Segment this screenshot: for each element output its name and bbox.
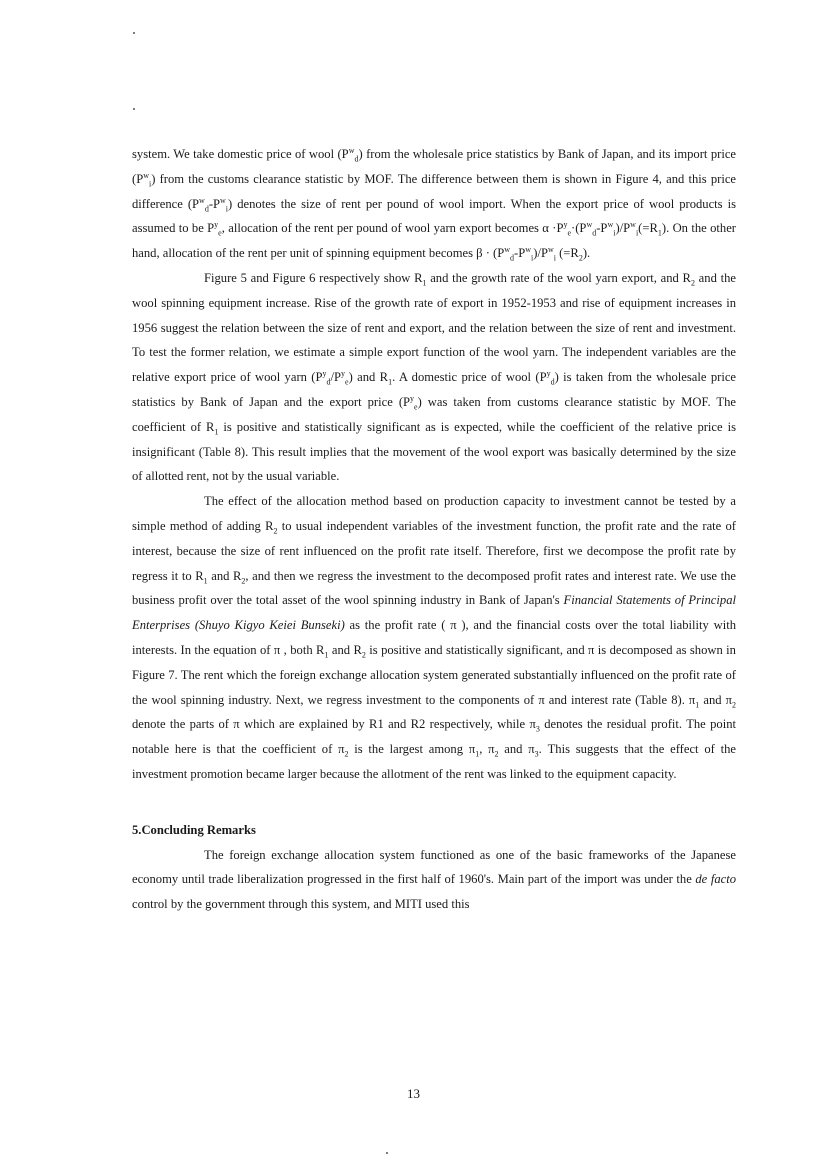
paragraph: Figure 5 and Figure 6 respectively show $R_1$ and the growth rate of the wool yarn export, and $R_2$ and the wool spinning equipment increase. Rise of the growth rate of export in 1952-1953 and rise of equipment increases in 1956 suggest the relation between the size of rent and export, and the relation between the size of rent and investment. To test the former relation, we estimate a simple export function of the wool yarn. The independent variables are the relative export price of wool yarn $(P^y_d/P^y_e)$ and $R_1$. A domestic price of wool $(P^y_d)$ is taken from the wholesale price statistics by Bank of Japan and the export price $(P^y_e)$ was taken from customs clearance statistic by MOF. The coefficient of $R_1$ is positive and statistically significant as is expected, while the coefficient of the relative price is insignificant (Table 8). This result implies that the movement of the wool export was basically determined by the size of allotted rent, not by the usual variable. xyxy=(132,270,736,484)
page-number: 13 xyxy=(407,1086,420,1101)
page-body xyxy=(132,142,736,917)
paragraph: system. We take domestic price of wool $(P^w_d)$ from the wholesale price statistics by Bank of Japan, and its import price $(P^w_i)$ from the customs clearance statistic by MOF. The difference between them is shown in Figure 4, and this price difference $(P^w_d-P^w_i)$ denotes the size of rent per pound of wool import. When the export price of wool products is assumed to be $P^y_e$, allocation of the rent per pound of wool yarn export becomes $\alpha \cdot P^y_e\cdot(P^w_d-P^w_i)/P^w_i(=R_1)$. On the other hand, allocation of the rent per unit of spinning equipment becomes $\beta \cdot (P^w_d-P^w_i)/P^w_i$ $(=R_2)$. xyxy=(132,145,736,263)
section-heading: 5.Concluding Remarks xyxy=(132,822,256,837)
scan-mark xyxy=(133,108,135,110)
scan-mark xyxy=(386,1152,388,1154)
paragraph: The foreign exchange allocation system functioned as one of the basic frameworks of the Japanese economy until trade liberalization progressed in the first half of 1960's. Main part of the import was under the de facto control by the government through this system, and MITI used this xyxy=(132,847,737,912)
paragraph: The effect of the allocation method based on production capacity to investment cannot be tested by a simple method of adding $R_2$ to usual independent variables of the investment function, the profit rate and the rate of interest, because the size of rent influenced on the profit rate itself. Therefore, first we decompose the profit rate by regress it to $R_1$ and $R_2$, and then we regress the investment to the decomposed profit rates and interest rate. We use the business profit over the total asset of the wool spinning industry in Bank of Japan's Financial Statements of Principal Enterprises (Shuyo Kigyo Keiei Bunseki) as the profit rate ( π ), and the financial costs over the total liability with interests. In the equation of π , both $R_1$ and $R_2$ is positive and statistically significant, and π is decomposed as shown in Figure 7. The rent which the foreign exchange allocation system generated substantially influenced on the profit rate of the wool spinning industry. Next, we regress investment to the components of π and interest rate (Table 8). $\pi_1$ and $\pi_2$ denote the parts of π which are explained by R1 and R2 respectively, while $\pi_3$ denotes the residual profit. The point notable here is that the coefficient of $\pi_2$ is the largest among $\pi_1$, $\pi_2$ and $\pi_3$. This suggests that the effect of the investment promotion became larger because the allotment of the rent was linked to the equipment capacity. xyxy=(132,494,737,781)
scan-mark xyxy=(133,32,135,34)
